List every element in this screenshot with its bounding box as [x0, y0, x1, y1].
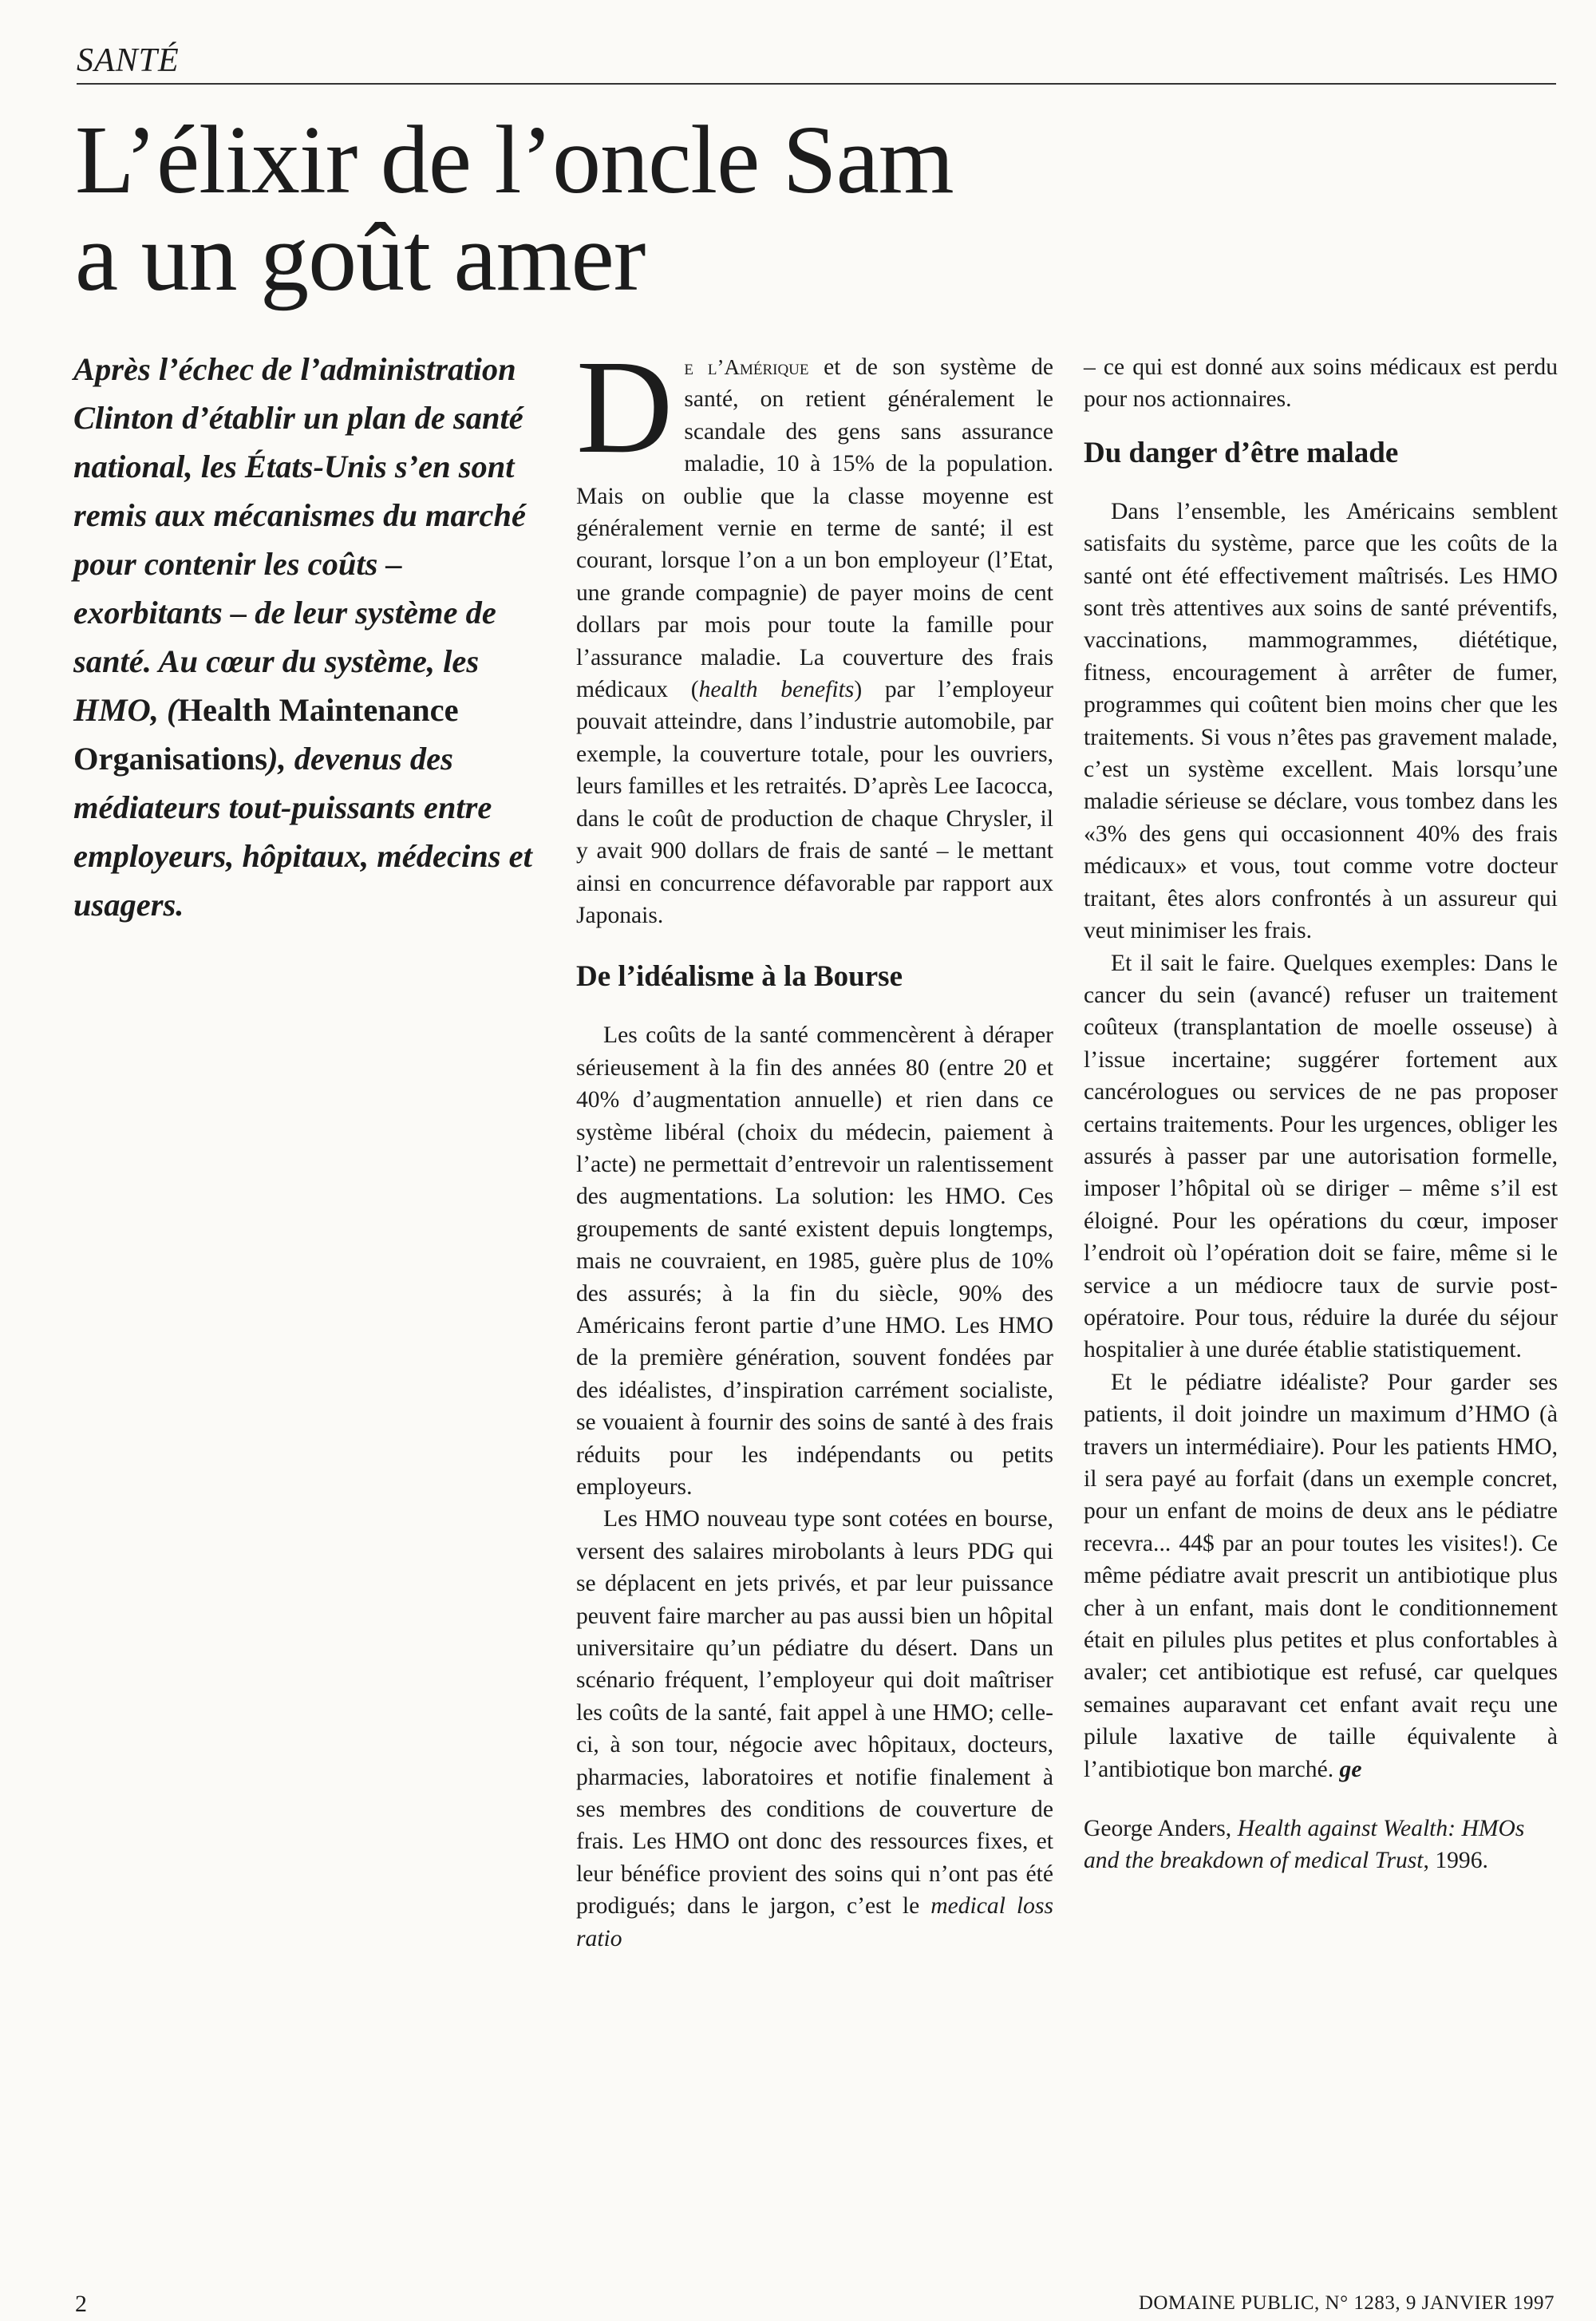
author-signature: ge — [1339, 1756, 1362, 1782]
title-line-1: L’élixir de l’oncle Sam — [75, 106, 954, 214]
opening-italic: health benefits — [698, 677, 855, 703]
article-title — [75, 106, 1511, 311]
header-rule — [77, 83, 1556, 85]
paragraph: Dans l’ensemble, les Américains semblent satisfaits du système, parce que les coûts de la santé ont été effectivement maîtrisés. Les HMO sont très attentives aux soins de santé préventifs, vaccinations, mammogrammes, diététique, fitness, encouragement à arrêter de fumer, programmes qui coûtent bien moins cher que les traitements. Si vous n’êtes pas gravement malade, c’est un système excellent. Mais lorsqu’une maladie sérieuse se déclare, vous tombez dans les «3% des gens qui occasionnent 40% des frais médicaux» et vous, tout comme votre docteur traitant, êtes alors confrontés à un assureur qui veut minimiser les frais. — [1084, 498, 1558, 944]
paragraph — [576, 1503, 1053, 1955]
biblio-author: George Anders, — [1084, 1816, 1238, 1842]
paragraph-continued: – ce qui est donné aux soins médicaux est perdu pour nos actionnaires. — [1084, 354, 1558, 413]
lead-text-1: Après l’échec de l’administration Clinton d’établir un plan de santé national, les États-Unis s’en sont remis aux mécanismes du marché pour contenir les coûts – exorbitants – de leur système de santé. Au cœur du système, les HMO, ( — [73, 351, 527, 728]
biblio-end: , 1996. — [1423, 1848, 1488, 1874]
lead-text-2: ), devenus des médiateurs tout-puissants entre employeurs, hôpitaux, médecins et usagers. — [73, 741, 532, 923]
page-number: 2 — [75, 2291, 87, 2317]
paragraph-text: Les HMO nouveau type sont cotées en bourse, versent des salaires mirobolants à leurs PDG qui se déplacent en jets privés, et par leur puissance peuvent faire marcher au pas aussi bien un hôpital universitaire qu’un pédiatre du désert. Dans un scénario fréquent, l’employeur qui doit maîtriser les coûts de la santé, fait appel à une HMO; celle-ci, à son tour, négocie avec hôpitaux, docteurs, pharmacies, laboratoires et notifie finalement à ses membres des conditions de couverture de frais. Les HMO ont donc des ressources fixes, et leur bénéfice provient des soins qui n’ont pas été prodigués; dans le jargon, c’est le — [576, 1506, 1053, 1920]
bibliography — [1084, 1813, 1558, 1877]
lead-upright-term: Health Maintenance Organisations — [73, 692, 459, 777]
section-rubric: SANTÉ — [77, 42, 180, 79]
opening-text-end: ) par l’employeur pouvait atteindre, dans l’industrie automobile, par exemple, la couverture totale, pour les ouvriers, leurs familles et les retraités. D’après Lee Iacocca, dans le coût de production de chaque Chrysler, il y avait 900 dollars de frais de santé – le mettant ainsi en concurrence défavorable par rapport aux Japonais. — [576, 677, 1053, 928]
biblio-title: Health against Wealth: HMOs and the breakdown of medical Trust — [1084, 1816, 1525, 1874]
opening-text: et de son système de santé, on retient généralement le scandale des gens sans assurance maladie, 10 à 15% de la population. Mais on oublie que la classe moyenne est généralement vernie en terme de santé; il est courant, lorsque l’on a un bon employeur (l’Etat, une grande compagnie) de payer moins de cent dollars par mois pour toute la famille pour l’assurance maladie. La couverture des frais médicaux ( — [576, 354, 1053, 703]
paragraph — [1084, 1366, 1558, 1785]
publication-info: DOMAINE PUBLIC, N° 1283, 9 JANVIER 1997 — [1138, 2292, 1555, 2314]
paragraph-opening — [576, 333, 1053, 931]
paragraph: Et il sait le faire. Quelques exemples: Dans le cancer du sein (avancé) refuser un traitement coûteux (transplantation de moelle osseuse) à l’issue incertaine; suggérer fortement aux cancérologues ou services de ne pas proposer certains traitements. Pour les urgences, obliger les assurés à passer par une autorisation formelle, imposer l’hôpital où se diriger – même s’il est éloigné. Pour les opérations du cœur, imposer l’endroit où l’opération doit se faire, même si le service a un médiocre taux de survie post-opératoire. Pour tous, réduire la durée du séjour hospitalier à une durée établie statistiquement. — [1084, 950, 1558, 1363]
column-2 — [576, 333, 1053, 1955]
column-3 — [1084, 351, 1558, 1877]
opening-smallcaps: e l’Amérique — [684, 355, 809, 379]
paragraph-italic: medical loss ratio — [576, 1893, 1053, 1951]
article-lead — [73, 345, 544, 929]
paragraph-text: Et le pédiatre idéaliste? Pour garder ses patients, il doit joindre un maximum d’HMO (à travers un intermédiaire). Pour les patients HMO, il sera payé au forfait (dans un exemple concret, pour un enfant de moins de deux ans le pédiatre recevra... 44$ par an pour toutes les visites!). Ce même pédiatre avait prescrit un antibiotique plus cher à un enfant, mais dont le conditionnement était en pilules plus petites et plus confortables à avaler; cet antibiotique est refusé, car quelques semaines auparavant cet enfant avait reçu une pilule laxative de taille équivalente à l’antibiotique bon marché. — [1084, 1369, 1558, 1782]
subheading-bourse: De l’idéalisme à la Bourse — [576, 960, 903, 994]
paragraph: Les coûts de la santé commencèrent à déraper sérieusement à la fin des années 80 (entre 20 et 40% d’augmentation annuelle) et rien dans ce système libéral (choix du médecin, paiement à l’acte) ne permettait d’entrevoir un ralentissement des augmentations. La solution: les HMO. Ces groupements de santé existent depuis longtemps, mais ne couvraient, en 1985, guère plus de 10% des assurés; à la fin du siècle, 90% des Américains feront partie d’une HMO. Les HMO de la première génération, souvent fondées par des idéalistes, d’inspiration carrément socialiste, se vouaient à fournir des soins de santé à des frais réduits pour les indépendants ou petits employeurs. — [576, 1022, 1053, 1500]
drop-cap: D — [576, 333, 674, 481]
title-line-2: a un goût amer — [75, 204, 646, 311]
subheading-danger: Du danger d’être malade — [1084, 436, 1399, 469]
